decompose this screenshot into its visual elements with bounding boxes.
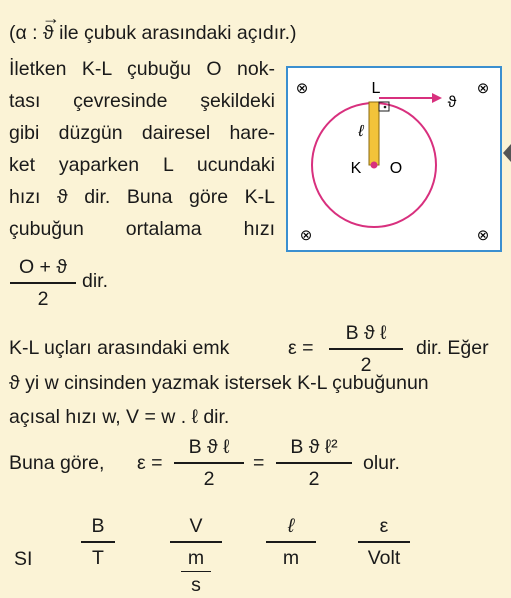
- field-into-page-icon: ⊗: [299, 227, 313, 244]
- paragraph-line-1: İletken K-L çubuğu O nok-: [9, 58, 275, 80]
- field-into-page-icon: ⊗: [295, 80, 309, 97]
- fraction-bar: [358, 541, 410, 543]
- paragraph-line-2: tası çevresinde şekildeki: [9, 90, 275, 112]
- label-O: O: [389, 160, 403, 177]
- fraction-bar: [266, 541, 316, 543]
- result-prefix: Buna göre,: [9, 452, 105, 474]
- avg-speed-denominator: 2: [37, 287, 49, 310]
- emk-numerator: B ϑ ℓ: [345, 322, 387, 344]
- paragraph-line-4: ket yaparken L ucundaki: [9, 154, 275, 176]
- label-velocity: ϑ: [447, 94, 457, 111]
- si-unit-1-den: T: [92, 546, 104, 569]
- label-L: L: [371, 80, 381, 97]
- si-unit-2-den2: s: [191, 573, 201, 596]
- si-unit-3: [266, 513, 316, 571]
- fraction-bar: [174, 462, 244, 464]
- rod-KL: [369, 102, 379, 165]
- field-into-page-icon: ⊗: [476, 80, 490, 97]
- label-K: K: [350, 160, 362, 177]
- si-unit-2: [170, 513, 222, 598]
- si-unit-4-num: ε: [379, 515, 389, 537]
- result-denominator-2: 2: [308, 467, 320, 490]
- note-prefix: (α :: [9, 22, 38, 44]
- emk-eps: ε =: [288, 337, 314, 359]
- vector-arrow-icon: →: [42, 8, 61, 28]
- result-fraction-1: [174, 434, 244, 492]
- avg-speed-suffix: dir.: [82, 270, 109, 292]
- si-unit-1-num: B: [91, 515, 105, 537]
- rod-field-figure: [286, 66, 502, 252]
- si-unit-1: [81, 513, 115, 571]
- avg-speed-fraction: [10, 254, 76, 312]
- paragraph-line-6: çubuğun ortalama hızı: [9, 218, 275, 240]
- w-line-2: açısal hızı w, V = w . ℓ dir.: [9, 406, 230, 428]
- emk-suffix: dir. Eğer: [416, 337, 489, 359]
- right-angle-dot: [384, 106, 387, 109]
- si-label: SI: [14, 548, 33, 570]
- fraction-bar: [329, 348, 403, 350]
- si-unit-4: [358, 513, 410, 571]
- si-unit-3-num: ℓ: [287, 515, 295, 537]
- w-line-1: ϑ yi w cinsinden yazmak istersek K-L çubuğunun: [9, 372, 429, 394]
- fraction-bar: [81, 541, 115, 543]
- emk-fraction: [329, 320, 403, 378]
- paragraph-line-3: gibi düzgün dairesel hare-: [9, 122, 275, 144]
- paragraph-line-5: hızı ϑ dir. Buna göre K-L: [9, 186, 275, 208]
- result-equals: =: [253, 452, 265, 474]
- emk-text: K-L uçları arasındaki emk: [9, 337, 230, 359]
- note-suffix: ile çubuk arasındaki açıdır.): [59, 22, 297, 44]
- result-numerator-2: B ϑ ℓ²: [290, 436, 338, 458]
- result-suffix: olur.: [363, 452, 400, 474]
- si-unit-2-num: V: [189, 515, 203, 537]
- field-into-page-icon: ⊗: [476, 227, 490, 244]
- si-unit-3-den: m: [282, 546, 300, 569]
- si-unit-2-den: m: [181, 545, 211, 572]
- page-edge-arrow-icon: [503, 144, 511, 162]
- label-length: ℓ: [358, 123, 364, 140]
- result-denominator-1: 2: [203, 467, 215, 490]
- avg-speed-numerator: O + ϑ: [18, 256, 68, 278]
- fraction-bar: [10, 282, 76, 284]
- velocity-vector-symbol: → ϑ: [42, 8, 61, 44]
- emk-denominator: 2: [360, 353, 372, 376]
- note-line: [9, 8, 297, 45]
- fraction-bar: [276, 462, 352, 464]
- fraction-bar: [170, 541, 222, 543]
- result-eps: ε =: [137, 452, 163, 474]
- result-fraction-2: [276, 434, 352, 492]
- si-unit-4-den: Volt: [367, 546, 401, 569]
- pivot-point: [371, 162, 378, 169]
- result-numerator-1: B ϑ ℓ: [188, 436, 230, 458]
